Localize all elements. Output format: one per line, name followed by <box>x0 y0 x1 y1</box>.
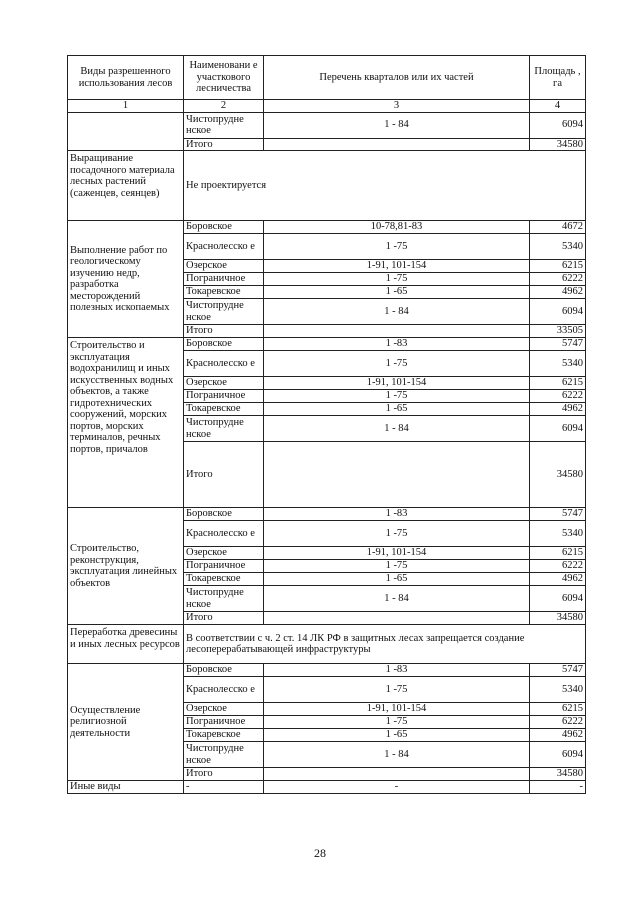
col-number: 4 <box>530 100 586 113</box>
use-type-cell: Выполнение работ по геологическому изучению недр, разработка месторождений полезных ископаемых <box>68 221 184 338</box>
forestry-cell: Токаревское <box>184 403 264 416</box>
quarters-cell: 1 - 84 <box>264 416 530 442</box>
area-cell: 6222 <box>530 390 586 403</box>
area-cell: 6094 <box>530 299 586 325</box>
use-type-cell: Переработка древесины и иных лесных ресурсов <box>68 625 184 664</box>
forestry-cell: Краснолесско е <box>184 234 264 260</box>
table-row <box>68 508 586 521</box>
area-cell: 6222 <box>530 560 586 573</box>
quarters-cell: 1 -75 <box>264 521 530 547</box>
forestry-cell: Пограничное <box>184 390 264 403</box>
area-cell: 6222 <box>530 716 586 729</box>
use-type-cell <box>68 112 184 151</box>
area-cell: 5747 <box>530 338 586 351</box>
forestry-cell: Озерское <box>184 260 264 273</box>
area-cell: 6094 <box>530 112 586 138</box>
quarters-cell: 1 -75 <box>264 351 530 377</box>
forestry-cell: Боровское <box>184 664 264 677</box>
area-cell: 5747 <box>530 664 586 677</box>
quarters-cell: 1 - 84 <box>264 112 530 138</box>
section-religious <box>68 664 586 781</box>
total-label: Итого <box>184 612 264 625</box>
forestry-cell: Чистопрудне нское <box>184 416 264 442</box>
use-type-cell: Строительство и эксплуатация водохранилищ и иных искусственных водных объектов, а также гидротехнических сооружений, морских портов, морских терминалов, речных портов, причалов <box>68 338 184 508</box>
col-header-use-type: Виды разрешенного использования лесов <box>68 56 184 100</box>
quarters-cell: 1-91, 101-154 <box>264 260 530 273</box>
total-value: 34580 <box>530 442 586 508</box>
quarters-cell: 1 -65 <box>264 403 530 416</box>
quarters-cell: 1 - 84 <box>264 742 530 768</box>
total-label: Итого <box>184 325 264 338</box>
area-cell: 6215 <box>530 703 586 716</box>
col-number: 2 <box>184 100 264 113</box>
area-cell: 4672 <box>530 221 586 234</box>
table-row <box>68 221 586 234</box>
quarters-cell <box>264 138 530 151</box>
quarters-cell: 1-91, 101-154 <box>264 377 530 390</box>
col-header-quarters: Перечень кварталов или их частей <box>264 56 530 100</box>
area-cell: 4962 <box>530 573 586 586</box>
area-cell: 6215 <box>530 377 586 390</box>
quarters-cell: 1-91, 101-154 <box>264 547 530 560</box>
forestry-cell: - <box>184 781 264 794</box>
area-cell: 6215 <box>530 547 586 560</box>
quarters-cell: 1 -75 <box>264 390 530 403</box>
forestry-cell: Озерское <box>184 703 264 716</box>
forestry-cell: Озерское <box>184 377 264 390</box>
area-cell: 6094 <box>530 416 586 442</box>
quarters-cell: 1-91, 101-154 <box>264 703 530 716</box>
quarters-cell: 1 -75 <box>264 273 530 286</box>
note-cell: Не проектируется <box>184 151 586 221</box>
page-number: 28 <box>314 846 326 860</box>
use-type-cell: Осуществление религиозной деятельности <box>68 664 184 781</box>
table-row <box>68 112 586 138</box>
note-cell: В соответствии с ч. 2 ст. 14 ЛК РФ в защитных лесах запрещается создание лесоперерабатывающей инфраструктуры <box>184 625 586 664</box>
area-cell: 5340 <box>530 351 586 377</box>
area-cell: 5340 <box>530 521 586 547</box>
forestry-cell: Боровское <box>184 338 264 351</box>
table-row <box>68 338 586 351</box>
forestry-cell: Боровское <box>184 221 264 234</box>
area-cell: 5747 <box>530 508 586 521</box>
forestry-cell: Озерское <box>184 547 264 560</box>
table-row <box>68 625 586 664</box>
forestry-cell: Токаревское <box>184 573 264 586</box>
table-row <box>68 664 586 677</box>
forestry-cell: Краснолесско е <box>184 351 264 377</box>
area-cell: 6094 <box>530 586 586 612</box>
forestry-cell: Чистопрудне нское <box>184 112 264 138</box>
area-cell: 4962 <box>530 403 586 416</box>
forestry-cell: Пограничное <box>184 560 264 573</box>
col-header-forestry: Наименовани е участкового лесничества <box>184 56 264 100</box>
area-cell: 4962 <box>530 286 586 299</box>
section-linear <box>68 508 586 625</box>
header-row <box>68 56 586 100</box>
use-type-cell: Иные виды <box>68 781 184 794</box>
quarters-cell: 1 -75 <box>264 560 530 573</box>
use-type-cell: Выращивание посадочного материала лесных растений (саженцев, сеянцев) <box>68 151 184 221</box>
area-cell: 5340 <box>530 234 586 260</box>
total-value: 34580 <box>530 138 586 151</box>
table-row <box>68 151 586 221</box>
area-cell: 6215 <box>530 260 586 273</box>
total-value: 34580 <box>530 768 586 781</box>
quarters-cell: 1 -65 <box>264 729 530 742</box>
forestry-cell: Чистопрудне нское <box>184 742 264 768</box>
quarters-cell: 1 -75 <box>264 677 530 703</box>
quarters-cell: 1 -83 <box>264 508 530 521</box>
quarters-cell <box>264 442 530 508</box>
quarters-cell: 1 -83 <box>264 664 530 677</box>
quarters-cell: 1 - 84 <box>264 586 530 612</box>
col-header-area: Площадь , га <box>530 56 586 100</box>
total-label: Итого <box>184 442 264 508</box>
forestry-cell: Пограничное <box>184 273 264 286</box>
forestry-cell: Краснолесско е <box>184 521 264 547</box>
forestry-cell: Боровское <box>184 508 264 521</box>
forestry-cell: Токаревское <box>184 729 264 742</box>
forestry-cell: Пограничное <box>184 716 264 729</box>
forestry-cell: Краснолесско е <box>184 677 264 703</box>
quarters-cell: - <box>264 781 530 794</box>
area-cell: - <box>530 781 586 794</box>
forestry-cell: Чистопрудне нское <box>184 586 264 612</box>
column-number-row <box>68 100 586 113</box>
quarters-cell: 1 -75 <box>264 234 530 260</box>
quarters-cell: 1 -65 <box>264 573 530 586</box>
quarters-cell: 1 - 84 <box>264 299 530 325</box>
quarters-cell: 1 -83 <box>264 338 530 351</box>
total-label: Итого <box>184 138 264 151</box>
quarters-cell: 1 -65 <box>264 286 530 299</box>
area-cell: 5340 <box>530 677 586 703</box>
forest-use-table <box>67 55 586 794</box>
area-cell: 6094 <box>530 742 586 768</box>
col-number: 1 <box>68 100 184 113</box>
section-reservoirs <box>68 338 586 508</box>
forestry-cell: Чистопрудне нское <box>184 299 264 325</box>
table-row <box>68 781 586 794</box>
quarters-cell: 10-78,81-83 <box>264 221 530 234</box>
quarters-cell <box>264 612 530 625</box>
area-cell: 4962 <box>530 729 586 742</box>
section-geology <box>68 221 586 338</box>
col-number: 3 <box>264 100 530 113</box>
total-value: 33505 <box>530 325 586 338</box>
quarters-cell <box>264 768 530 781</box>
use-type-cell: Строительство, реконструкция, эксплуатация линейных объектов <box>68 508 184 625</box>
total-label: Итого <box>184 768 264 781</box>
total-value: 34580 <box>530 612 586 625</box>
quarters-cell: 1 -75 <box>264 716 530 729</box>
quarters-cell <box>264 325 530 338</box>
area-cell: 6222 <box>530 273 586 286</box>
forestry-cell: Токаревское <box>184 286 264 299</box>
